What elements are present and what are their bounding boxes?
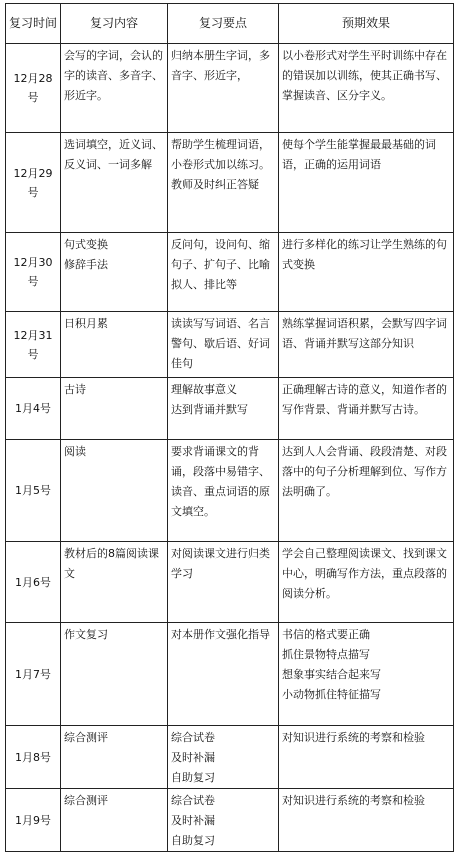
header-content: 复习内容 — [61, 4, 168, 44]
row-date: 1月4号 — [6, 378, 61, 440]
table-row — [6, 726, 454, 789]
row-content: 会写的字词，会认的字的读音、多音字、形近字。 — [61, 44, 168, 133]
header-points: 复习要点 — [168, 4, 279, 44]
row-points: 反问句，设问句、缩句子、扩句子、比喻 拟人、排比等 — [168, 233, 279, 312]
row-date: 1月6号 — [6, 542, 61, 623]
table-row — [6, 312, 454, 378]
row-content: 古诗 — [61, 378, 168, 440]
row-points: 对本册作文强化指导 — [168, 623, 279, 726]
row-points: 要求背诵课文的背诵，段落中易错字、读音、重点词语的原文填空。 — [168, 440, 279, 542]
row-effect: 书信的格式要正确 抓住景物特点描写 想象事实结合起来写 小动物抓住特征描写 — [279, 623, 454, 726]
row-date: 12月31号 — [6, 312, 61, 378]
row-effect: 学会自己整理阅读课文、找到课文中心，明确写作方法，重点段落的阅读分析。 — [279, 542, 454, 623]
table-row — [6, 378, 454, 440]
row-effect: 熟练掌握词语积累，会默写四字词语、背诵并默写这部分知识 — [279, 312, 454, 378]
table-row — [6, 542, 454, 623]
row-points: 理解故事意义 达到背诵并默写 — [168, 378, 279, 440]
table-row — [6, 233, 454, 312]
review-schedule-table — [5, 3, 454, 852]
row-content: 作文复习 — [61, 623, 168, 726]
row-date: 1月8号 — [6, 726, 61, 789]
row-effect: 对知识进行系统的考察和检验 — [279, 726, 454, 789]
row-effect: 正确理解古诗的意义，知道作者的写作背景、背诵并默写古诗。 — [279, 378, 454, 440]
row-content: 句式变换 修辞手法 — [61, 233, 168, 312]
table-row — [6, 440, 454, 542]
row-date: 1月9号 — [6, 789, 61, 852]
row-content: 教材后的8篇阅读课文 — [61, 542, 168, 623]
row-effect: 对知识进行系统的考察和检验 — [279, 789, 454, 852]
row-date: 1月5号 — [6, 440, 61, 542]
row-effect: 以小卷形式对学生平时训练中存在的错误加以训练，使其正确书写、掌握读音、区分字义。 — [279, 44, 454, 133]
row-date: 12月28号 — [6, 44, 61, 133]
row-points: 归纳本册生字词，多音字、形近字， — [168, 44, 279, 133]
table-row — [6, 789, 454, 852]
row-effect: 进行多样化的练习让学生熟练的句式变换 — [279, 233, 454, 312]
row-content: 日积月累 — [61, 312, 168, 378]
table-row — [6, 623, 454, 726]
row-date: 12月30号 — [6, 233, 61, 312]
header-time: 复习时间 — [6, 4, 61, 44]
row-effect: 达到人人会背诵、段段清楚、对段落中的句子分析理解到位、写作方法明确了。 — [279, 440, 454, 542]
header-effect: 预期效果 — [279, 4, 454, 44]
row-points: 对阅读课文进行归类学习 — [168, 542, 279, 623]
row-points: 帮助学生梳理词语， 小卷形式加以练习。 教师及时纠正答疑 — [168, 133, 279, 233]
row-points: 综合试卷 及时补漏 自助复习 — [168, 726, 279, 789]
row-content: 综合测评 — [61, 789, 168, 852]
row-effect: 使每个学生能掌握最最基础的词语，正确的运用词语 — [279, 133, 454, 233]
row-content: 选词填空，近义词、反义词、一词多解 — [61, 133, 168, 233]
row-content: 阅读 — [61, 440, 168, 542]
row-points: 读读写写词语、名言警句、歇后语、好词佳句 — [168, 312, 279, 378]
row-points: 综合试卷 及时补漏 自助复习 — [168, 789, 279, 852]
table-row — [6, 44, 454, 133]
table-header-row — [6, 4, 454, 44]
row-content: 综合测评 — [61, 726, 168, 789]
row-date: 12月29号 — [6, 133, 61, 233]
table-row — [6, 133, 454, 233]
row-date: 1月7号 — [6, 623, 61, 726]
